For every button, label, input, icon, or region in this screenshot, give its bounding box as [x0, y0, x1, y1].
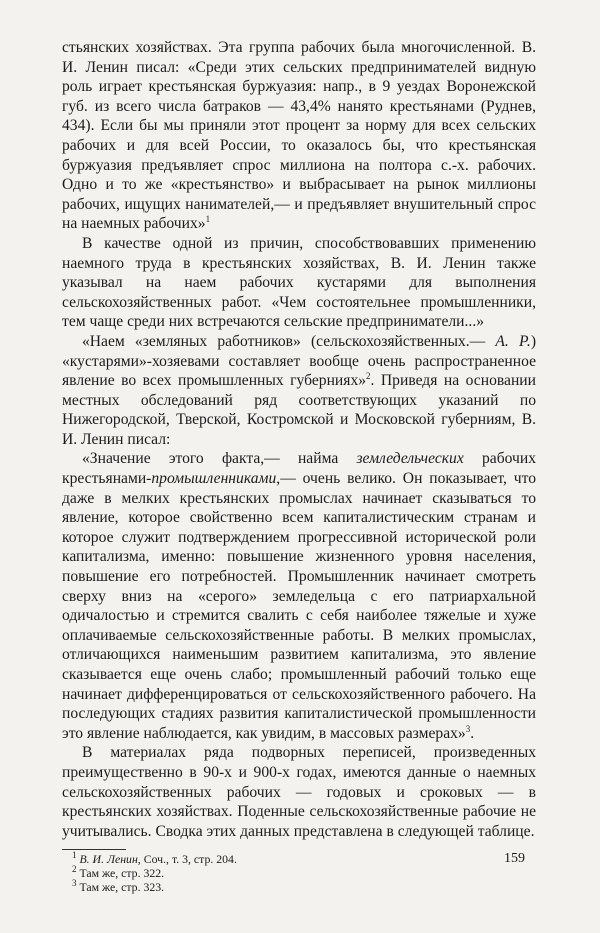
- footnote-text: Соч., т. 3, стр. 204.: [140, 852, 237, 867]
- footnote-number: 3: [72, 878, 77, 889]
- paragraph-3-text-c: ) «кустарями»-хозяевами составляет вообще очень распространенное явление во всех промышленных губерниях»: [62, 332, 537, 390]
- paragraph-1-text: стьянских хозяйствах. Эта группа рабочих была многочисленной. В. И. Ленин писал: «Среди этих сельских предпринимателей видную роль играет крестьянская буржуазия: напр., в 9 уездах Воронежской губ. из всего числа батраков — 43,4% нанято крестьянами (Руднев, 434). Если бы мы приняли этот процент за норму для всех сельских рабочих и для всей России, то оказалось бы, что крестьянская буржуазия предъявляет спрос миллиона на полтора с.-х. рабочих. Одно и то же «крестьянство» и выбрасывает на рынок миллионы рабочих, ищущих нанимателей,— и предъявляет внушительный спрос на наемных рабочих»: [62, 39, 536, 233]
- paragraph-3-text-a: «Наем «земляных работников» (сельскохозяйственных.—: [82, 332, 496, 350]
- quote-italic-1: земледельческих: [356, 450, 464, 468]
- page-number: 159: [504, 851, 525, 866]
- quote-text-e: ,— очень велико. Он показывает, что даже в мелких крестьянских промыслах начинает сказываться то явление, которое свойственно всем капиталистическим странам и которое служит подтверждением прогрессивной исторической роли капитализма, именно: повышение жизненного уровня населения, повышение его потребностей. Промышленник начинает смотреть сверху вниз на «серого» земледельца с его патриархальной одичалостью и стремится свалить с себя наиболее тяжелые и хуже оплачиваемые сельскохозяйственные работы. В мелких промыслах, отличающихся наименьшим развитием капитализма, это явление сказывается еще очень слабо; промышленный рабочий только еще начинает дифференцироваться от сельскохозяйственного рабочего. На последующих стадиях развития капиталистической промышленности это явление наблюдается, как увидим, в массовых размерах»: [62, 470, 536, 742]
- paragraph-3-initials: А. Р.: [495, 332, 531, 350]
- quote-italic-2: промышленниками: [151, 470, 277, 488]
- footnote-ref-3: 3: [465, 723, 471, 734]
- footnote-text: Там же, стр. 323.: [76, 880, 165, 895]
- quote-text-f: .: [470, 724, 475, 742]
- footnote-2: [62, 866, 536, 880]
- footnotes: [62, 852, 536, 894]
- paragraph-3-text-d: . Приведя на основании местных обследований ряд соответствующих указаний по Нижегородской, Тверской, Костромской и Московской губерниям, В. И. Ленин писал:: [62, 372, 536, 448]
- footnote-3: [62, 880, 536, 894]
- footnote-number: 1: [72, 850, 77, 861]
- quote-text-c: рабочих крестьянами-: [62, 450, 537, 488]
- paragraph-1: [62, 38, 536, 234]
- paragraph-3: [62, 332, 536, 450]
- footnote-text: Там же, стр. 322.: [76, 866, 165, 881]
- footnote-1: [62, 852, 536, 866]
- quote-text-a: «Значение этого факта,— найма: [82, 450, 357, 468]
- body-text: [62, 38, 536, 841]
- footnote-ref-1: 1: [205, 214, 211, 225]
- paragraph-5-text: В материалах ряда подворных переписей, произведенных преимущественно в 90-х и 900-х годах, имеются данные о наемных сельскохозяйственных рабочих — годовых и сроковых — в крестьянских хозяйствах. Поденные сельскохозяйственные рабочие не учитывались. Сводка этих данных представлена в следующей таблице.: [62, 744, 536, 840]
- paragraph-2-text: В качестве одной из причин, способствовавших применению наемного труда в крестьянских хозяйствах, В. И. Ленин также указывал на наем рабочих кустарями для выполнения сельскохозяйственных работ. «Чем состоятельнее промышленники, тем чаще среди них встречаются сельские предприниматели...»: [62, 234, 536, 331]
- footnote-ref-2: 2: [366, 370, 371, 381]
- footnote-author: В. И. Ленин,: [79, 852, 141, 867]
- paragraph-2: [62, 234, 536, 332]
- paragraph-5: [62, 743, 536, 841]
- footnote-number: 2: [72, 864, 77, 875]
- quote-paragraph: [62, 449, 536, 743]
